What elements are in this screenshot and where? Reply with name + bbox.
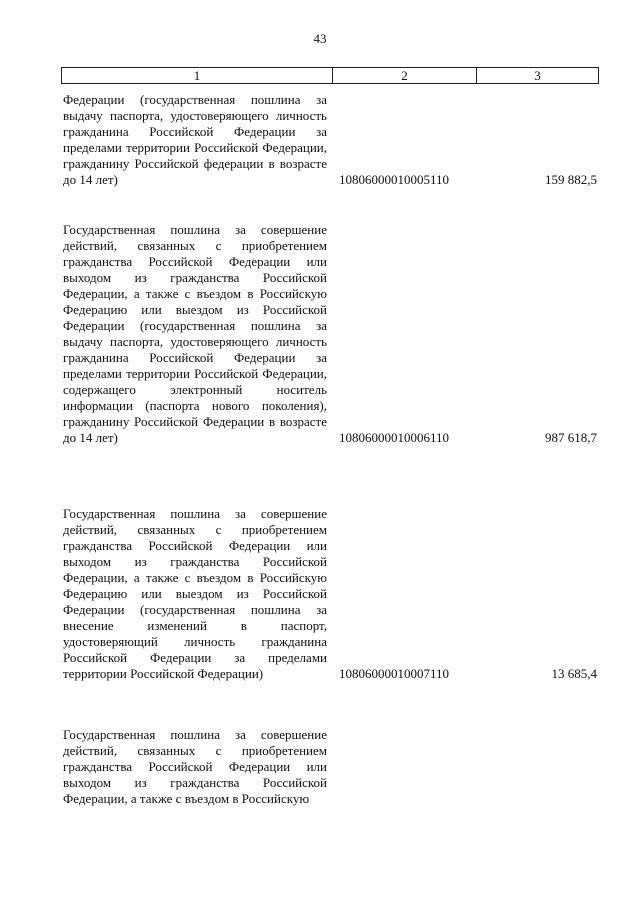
row-amount: 987 618,7 (545, 430, 597, 445)
row-description: Федерации (государственная пошлина за выдачу паспорта, удостоверяющего личность гражданина Российской Федерации за пределами территории Российской Федерации, гражданину Российской федерации в возрасте до 14 лет) (63, 92, 327, 187)
row-amount: 13 685,4 (551, 666, 597, 681)
table-row (63, 92, 601, 188)
column-header-1: 1 (62, 68, 333, 83)
table-row (63, 727, 601, 807)
column-header-2: 2 (333, 68, 477, 83)
table-row (63, 506, 601, 682)
table-header-row (61, 67, 599, 84)
row-code: 10806000010005110 (339, 172, 450, 187)
row-code: 10806000010007110 (339, 666, 450, 681)
row-description: Государственная пошлина за совершение действий, связанных с приобретением гражданства Российской Федерации или выходом из гражданства Российской Федерации, а также с въездом в Российскую Федерацию или выездом из Российской Федерации (государственная пошлина за выдачу паспорта, удостоверяющего личность гражданина Российской Федерации за пределами территории Российской Федерации, содержащего электронный носитель информации (паспорта нового поколения), гражданину Российской Федерации в возрасте до 14 лет) (63, 222, 327, 445)
row-code: 10806000010006110 (339, 430, 450, 445)
page-number: 43 (313, 31, 327, 46)
row-description: Государственная пошлина за совершение действий, связанных с приобретением гражданства Российской Федерации или выходом из гражданства Российской Федерации, а также с въездом в Российскую (63, 727, 327, 806)
row-description: Государственная пошлина за совершение действий, связанных с приобретением гражданства Российской Федерации или выходом из гражданства Российской Федерации, а также с въездом в Российскую Федерацию или выездом из Российской Федерации (государственная пошлина за внесение изменений в паспорт, удостоверяющий личность гражданина Российской Федерации за пределами территории Российской Федерации) (63, 506, 327, 681)
table-row (63, 222, 601, 446)
row-amount: 159 882,5 (545, 172, 597, 187)
column-header-3: 3 (534, 68, 541, 83)
